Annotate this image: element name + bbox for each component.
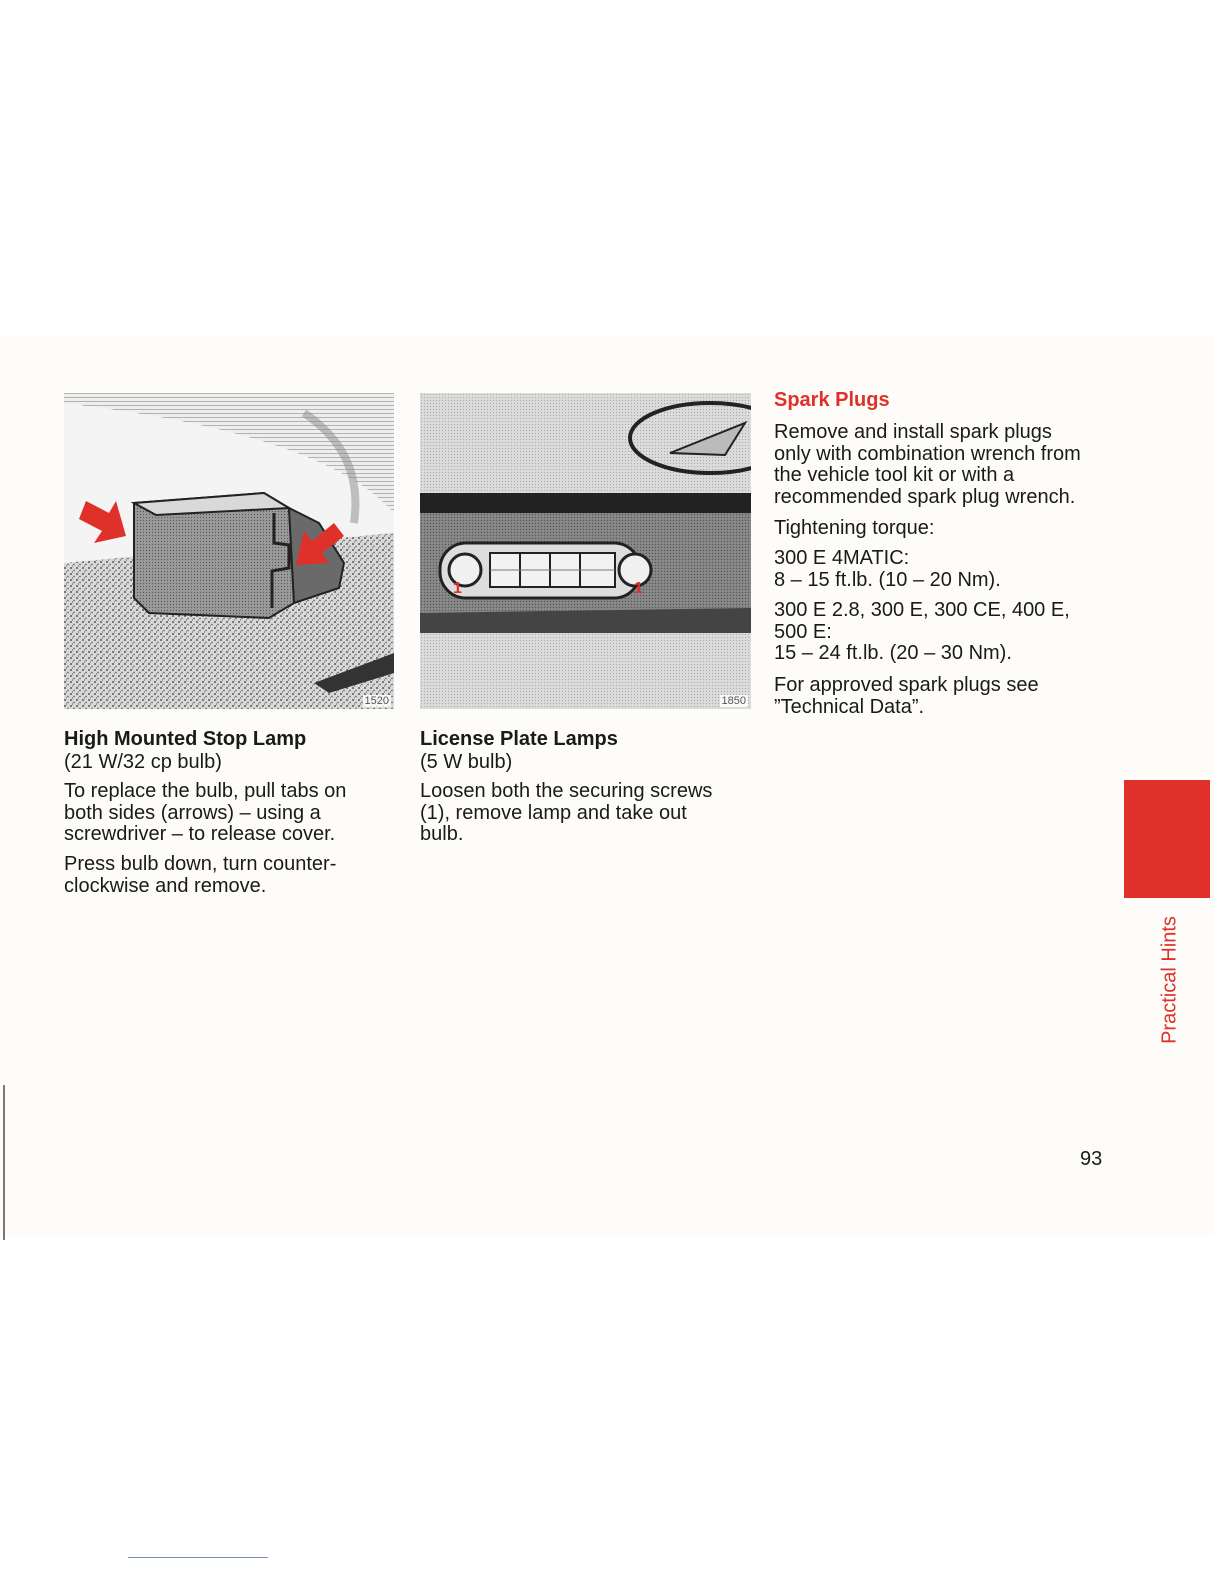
license-plate-instructions bbox=[420, 781, 712, 846]
text-line: screwdriver – to release cover. bbox=[64, 823, 336, 845]
text-line: 15 – 24 ft.lb. (20 – 30 Nm). bbox=[774, 642, 1012, 664]
text-line: Press bulb down, turn counter- bbox=[64, 853, 337, 875]
text-line: only with combination wrench from bbox=[774, 442, 1081, 465]
text-line: the vehicle tool kit or with a bbox=[774, 464, 1015, 486]
text-line: ”Technical Data”. bbox=[774, 695, 925, 718]
license-plate-drawing bbox=[420, 393, 751, 709]
section-tab-marker bbox=[1124, 780, 1210, 898]
license-plate-illustration bbox=[420, 393, 751, 709]
torque-other-models bbox=[774, 600, 1070, 665]
text-line: bulb. bbox=[420, 823, 464, 845]
text-line: clockwise and remove. bbox=[64, 874, 267, 897]
license-plate-bulb-spec: (5 W bulb) bbox=[420, 751, 513, 773]
text-line: 300 E 2.8, 300 E, 300 CE, 400 E, bbox=[774, 599, 1070, 621]
stop-lamp-drawing bbox=[64, 393, 394, 709]
text-line: 8 – 15 ft.lb. (10 – 20 Nm). bbox=[774, 568, 1001, 591]
torque-4matic bbox=[774, 548, 1001, 591]
text-line: Loosen both the securing screws bbox=[420, 780, 713, 802]
figure-number: 1520 bbox=[364, 695, 389, 707]
bottom-rule bbox=[128, 1557, 268, 1558]
stop-lamp-illustration bbox=[64, 393, 394, 709]
text-line: Remove and install spark plugs bbox=[774, 421, 1052, 443]
text-line: 500 E: bbox=[774, 620, 832, 643]
spark-plugs-note bbox=[774, 675, 1039, 718]
page-number: 93 bbox=[1080, 1148, 1103, 1170]
text-line: To replace the bulb, pull tabs on bbox=[64, 780, 347, 802]
spark-plugs-intro bbox=[774, 422, 1081, 508]
stop-lamp-remove-bulb bbox=[64, 854, 336, 897]
binding-rule bbox=[3, 1085, 5, 1240]
text-line: For approved spark plugs see bbox=[774, 674, 1039, 696]
text-line: 300 E 4MATIC: bbox=[774, 547, 910, 569]
stop-lamp-heading: High Mounted Stop Lamp bbox=[64, 728, 307, 750]
callout-right: 1 bbox=[634, 580, 643, 597]
stop-lamp-bulb-spec: (21 W/32 cp bulb) bbox=[64, 751, 222, 773]
spark-plugs-heading: Spark Plugs bbox=[774, 389, 890, 411]
torque-label: Tightening torque: bbox=[774, 517, 935, 539]
figure-number: 1850 bbox=[721, 695, 746, 707]
text-line: (1), remove lamp and take out bbox=[420, 801, 687, 824]
license-plate-heading: License Plate Lamps bbox=[420, 728, 618, 750]
section-tab-text: Practical Hints bbox=[1158, 916, 1181, 1044]
callout-left: 1 bbox=[453, 580, 462, 597]
stop-lamp-instructions bbox=[64, 781, 346, 846]
text-line: both sides (arrows) – using a bbox=[64, 801, 321, 824]
text-line: recommended spark plug wrench. bbox=[774, 485, 1076, 508]
